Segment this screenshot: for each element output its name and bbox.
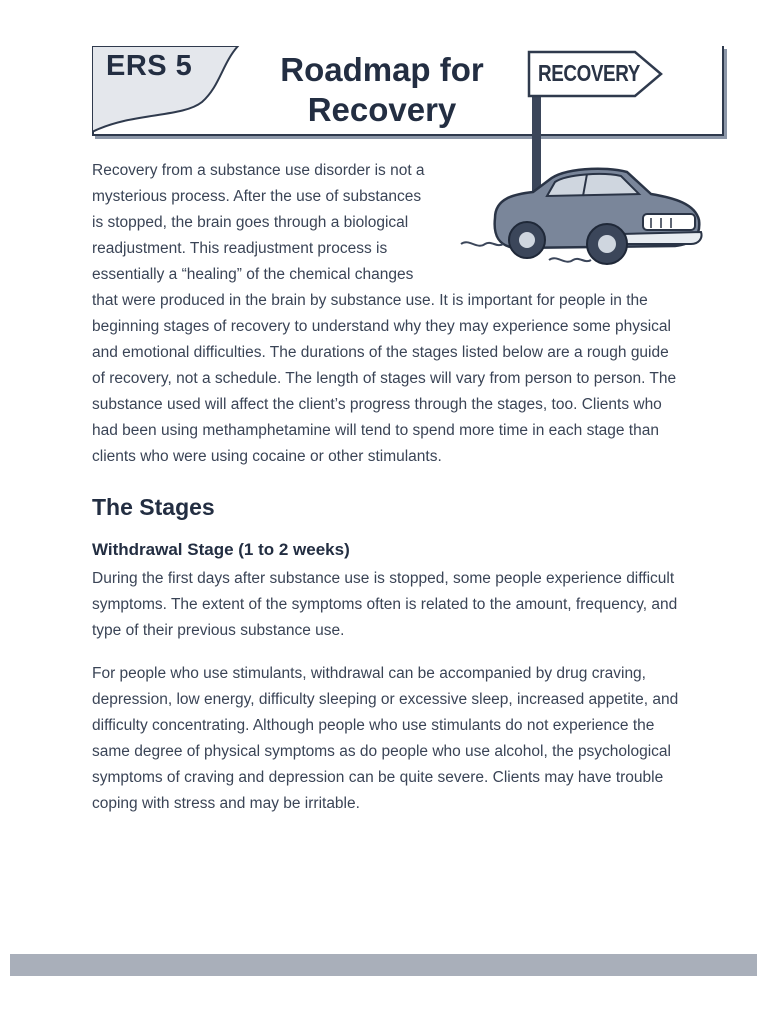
footer-bar — [10, 954, 757, 976]
paragraph-line: same degree of physical symptoms as do people who use alcohol, the psychological — [92, 743, 671, 760]
title-line-1: Roadmap for — [280, 51, 484, 88]
paragraph-line: depression, low energy, difficulty sleeping or excessive sleep, increased appetite, and — [92, 691, 679, 708]
intro-line: clients who were using cocaine or other stimulants. — [92, 448, 442, 465]
paragraph-line: symptoms of craving and depression can be quite severe. Clients may have trouble — [92, 769, 664, 786]
section-heading: The Stages — [92, 494, 215, 520]
withdrawal-paragraph-1 — [92, 566, 722, 644]
title-line-2: Recovery — [307, 91, 457, 128]
intro-line: substance used will affect the client’s progress through the stages, too. Clients who — [92, 396, 662, 413]
intro-line: readjustment. This readjustment process is — [92, 240, 388, 257]
intro-line: is stopped, the brain goes through a biological — [92, 214, 409, 231]
intro-line: and emotional difficulties. The durations of the stages listed below are a rough guide — [92, 344, 669, 361]
intro-line: essentially a “healing” of the chemical changes — [92, 266, 414, 283]
paragraph-line: difficulty concentrating. Although people who use stimulants do not experience the — [92, 717, 655, 734]
paragraph-line: During the first days after substance use is stopped, some people experience difficult — [92, 570, 675, 587]
subsection-heading: Withdrawal Stage (1 to 2 weeks) — [92, 540, 350, 559]
intro-line: Recovery from a substance use disorder is not a — [92, 162, 425, 179]
intro-line: that were produced in the brain by substance use. It is important for people in the — [92, 292, 648, 309]
paragraph-line: type of their previous substance use. — [92, 622, 345, 639]
withdrawal-paragraph-2 — [92, 661, 722, 817]
intro-line: of recovery, not a schedule. The length of stages will vary from person to person. The — [92, 370, 677, 387]
sign-label: RECOVERY — [538, 60, 640, 86]
paragraph-line: For people who use stimulants, withdrawal can be accompanied by drug craving, — [92, 665, 646, 682]
paragraph-line: symptoms. The extent of the symptoms often is related to the amount, frequency, and — [92, 596, 678, 613]
intro-line: mysterious process. After the use of substances — [92, 188, 422, 205]
intro-line: had been using methamphetamine will tend to spend more time in each stage than — [92, 422, 659, 439]
paragraph-line: coping with stress and may be irritable. — [92, 795, 360, 812]
intro-line: beginning stages of recovery to understand why they may experience some physical — [92, 318, 671, 335]
section-label: ERS 5 — [106, 50, 193, 82]
intro-paragraph — [92, 158, 716, 470]
